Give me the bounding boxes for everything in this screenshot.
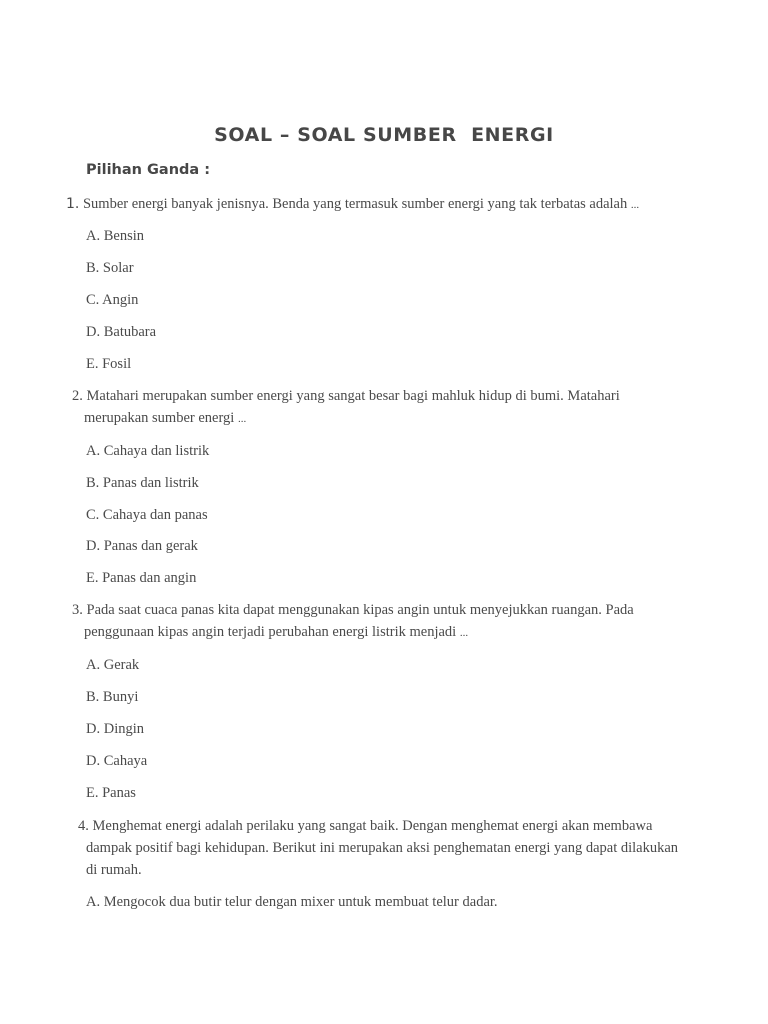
question-1: [66, 193, 639, 216]
option: D. Dingin: [86, 721, 144, 737]
option: C. Cahaya dan panas: [86, 507, 208, 523]
question-3: [72, 599, 634, 644]
question-number: 3.: [72, 602, 83, 618]
question-number: 1.: [66, 196, 80, 212]
question-text-line: penggunaan kipas angin terjadi perubahan energi listrik menjadi ...: [84, 624, 469, 640]
question-text-line: merupakan sumber energi ...: [84, 410, 247, 426]
question-text-line: Matahari merupakan sumber energi yang sangat besar bagi mahluk hidup di bumi. Matahari: [86, 388, 620, 404]
question-text-line: Menghemat energi adalah perilaku yang sangat baik. Dengan menghemat energi akan membawa: [92, 818, 653, 834]
ellipsis: ...: [459, 627, 469, 639]
question-2: [72, 385, 620, 430]
option: A. Cahaya dan listrik: [86, 443, 210, 459]
option: D. Panas dan gerak: [86, 538, 198, 554]
question-text-line: di rumah.: [86, 862, 142, 878]
option: E. Panas: [86, 785, 136, 801]
ellipsis: ...: [237, 413, 247, 425]
option: D. Batubara: [86, 324, 157, 340]
option: A. Bensin: [86, 228, 144, 244]
option: B. Panas dan listrik: [86, 475, 199, 491]
ellipsis: ...: [630, 199, 640, 211]
question-text-line: dampak positif bagi kehidupan. Berikut ini merupakan aksi penghematan energi yang dapat dilakukan: [86, 840, 679, 856]
page-title: SOAL – SOAL SUMBER ENERGI: [214, 124, 554, 146]
section-heading: Pilihan Ganda :: [86, 162, 211, 178]
option: E. Panas dan angin: [86, 570, 197, 586]
question-number: 4.: [78, 818, 89, 834]
option: E. Fosil: [86, 356, 132, 372]
question-4: [78, 815, 678, 881]
option: B. Bunyi: [86, 689, 139, 705]
option: A. Mengocok dua butir telur dengan mixer untuk membuat telur dadar.: [86, 894, 498, 910]
option: A. Gerak: [86, 657, 140, 673]
option: B. Solar: [86, 260, 134, 276]
question-text-line: Sumber energi banyak jenisnya. Benda yang termasuk sumber energi yang tak terbatas adalah ...: [82, 196, 640, 212]
option: D. Cahaya: [86, 753, 148, 769]
question-number: 2.: [72, 388, 83, 404]
question-text-line: Pada saat cuaca panas kita dapat menggunakan kipas angin untuk menyejukkan ruangan. Pada: [86, 602, 634, 618]
option: C. Angin: [86, 292, 139, 308]
